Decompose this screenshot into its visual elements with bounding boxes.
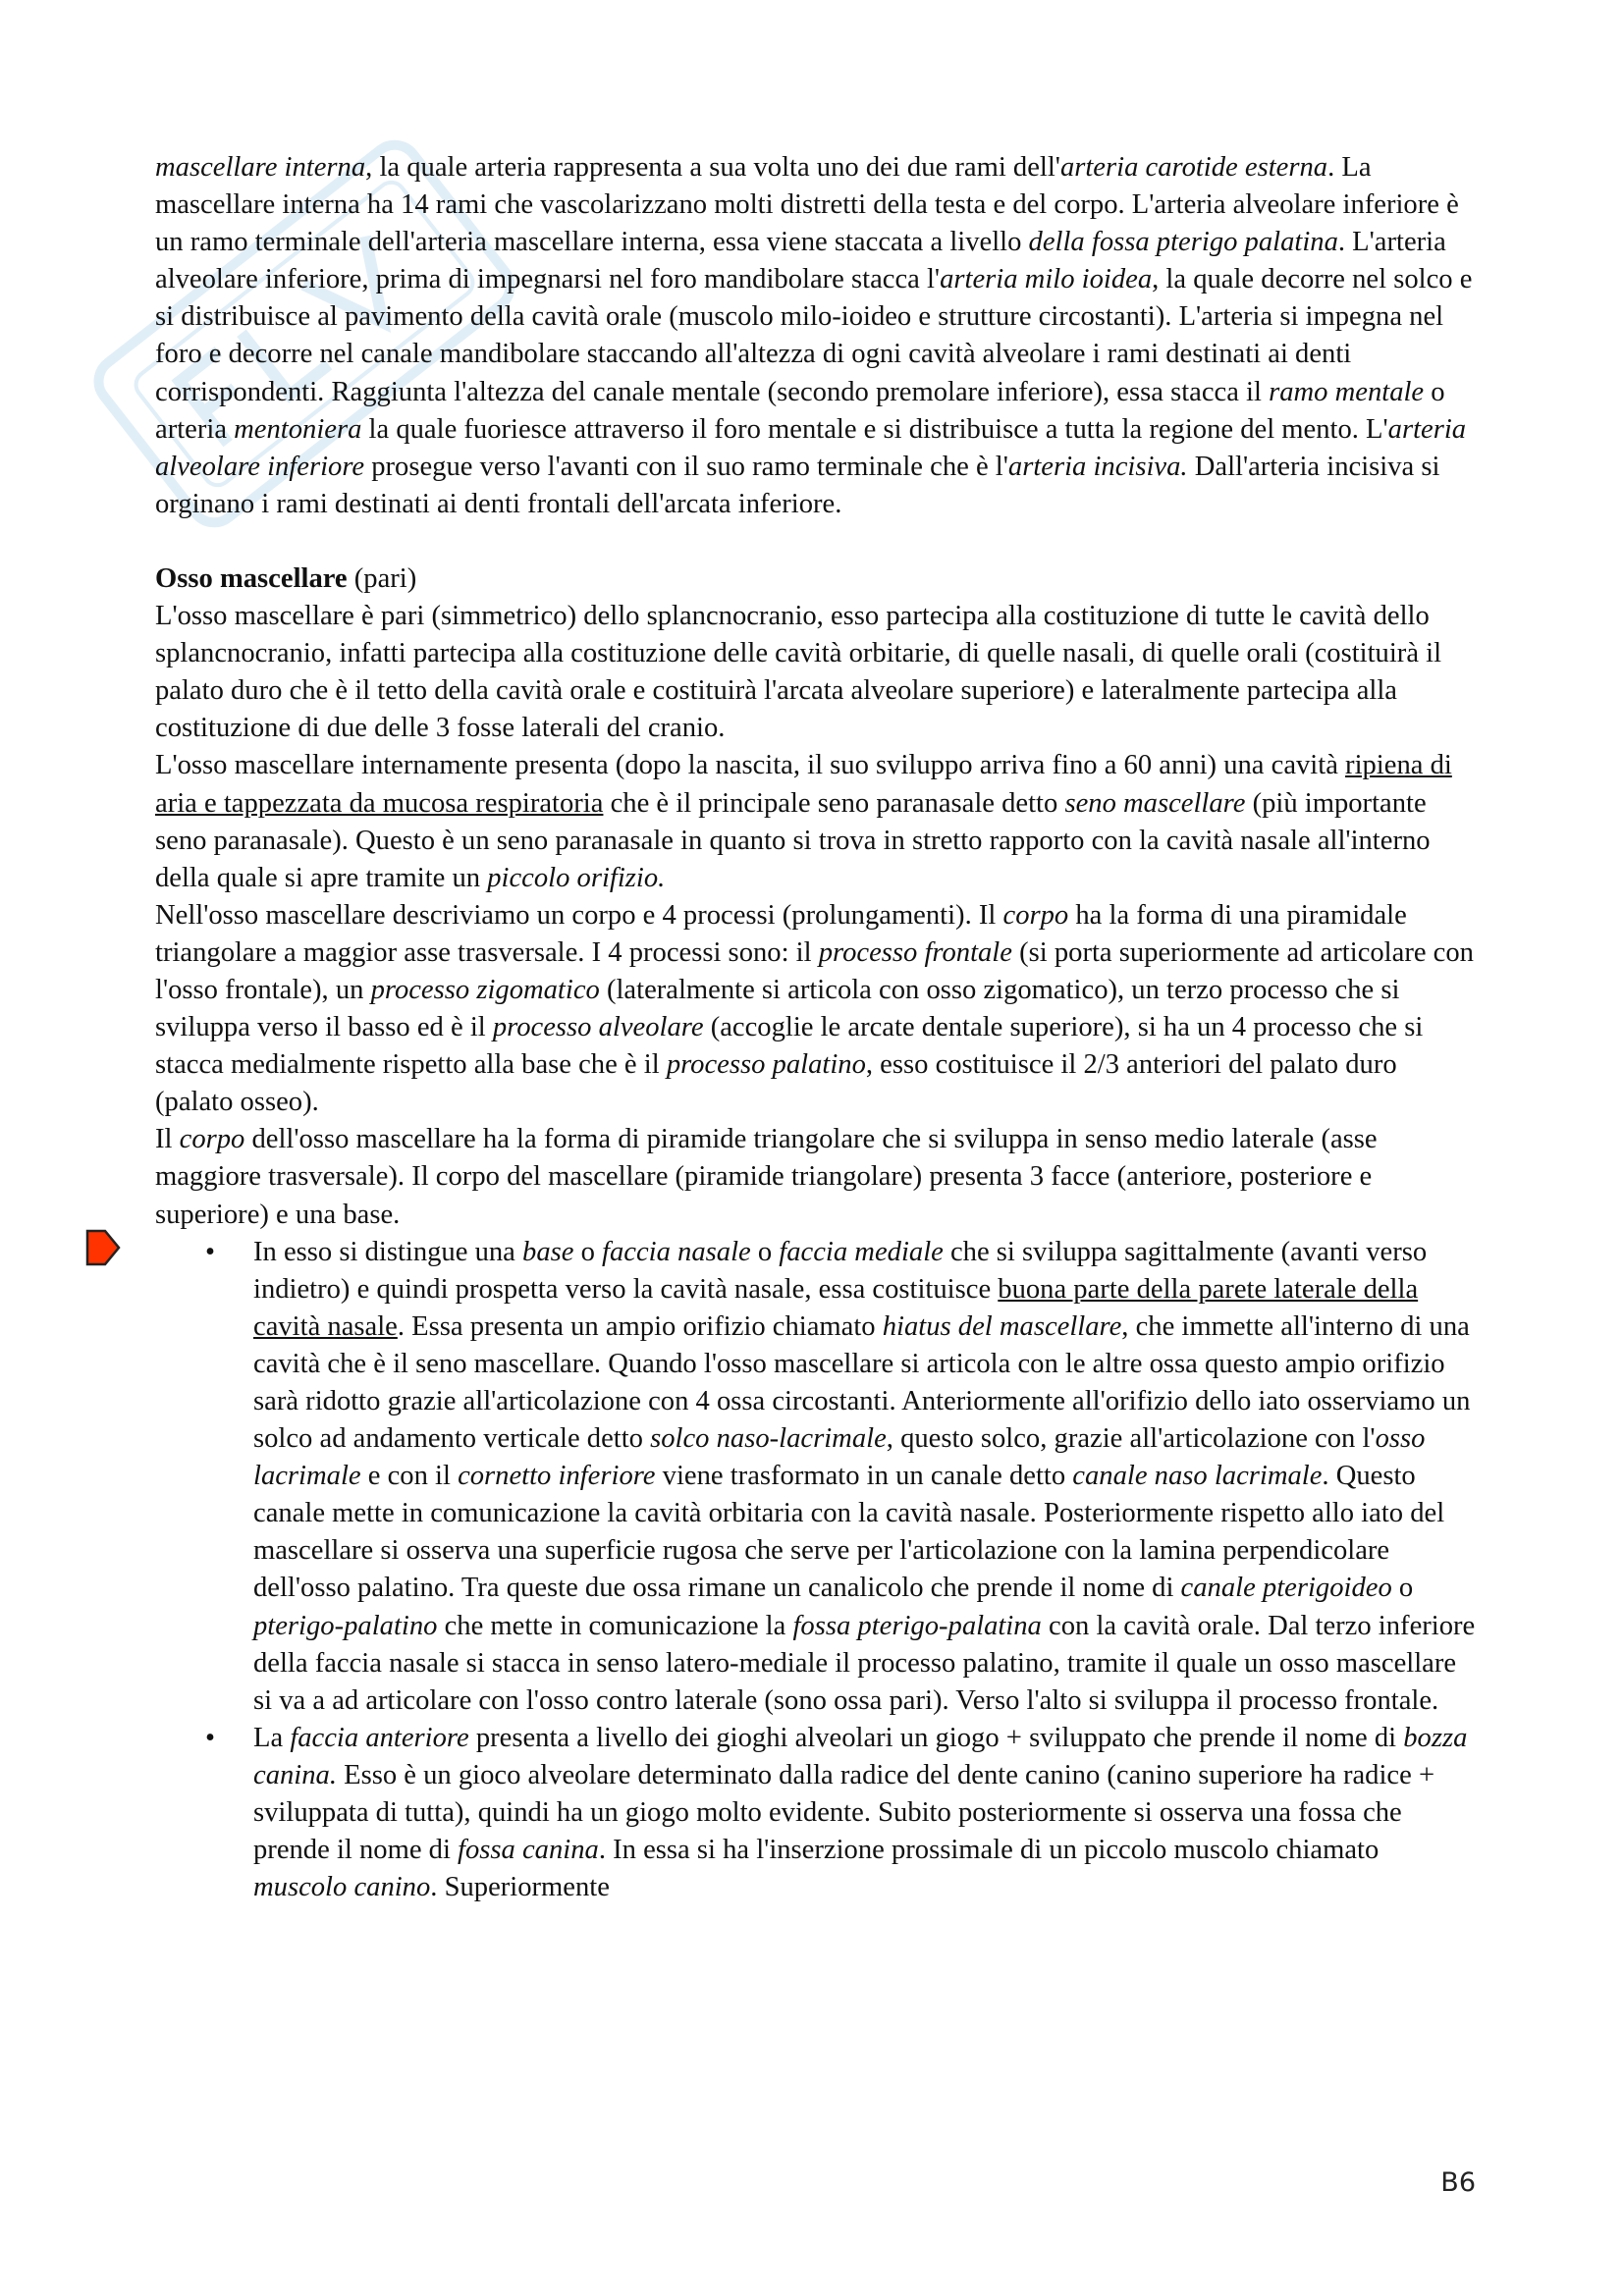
italic-term: muscolo canino <box>253 1872 431 1903</box>
text-run: Il <box>155 1124 180 1155</box>
italic-term: canale pterigoideo <box>1180 1573 1392 1604</box>
text-run: prosegue verso l'avanti con il suo ramo terminale che è l' <box>364 451 1008 482</box>
text-run: , esso costituisce il 2/3 anteriori del palato duro (palato osseo). <box>155 1049 1397 1118</box>
underlined-text: buona parte della parete laterale della cavità nasale <box>253 1273 1419 1342</box>
italic-term: solco naso-lacrimale <box>650 1423 887 1455</box>
text-run: (accoglie le arcate dentale superiore), si ha un 4 processo che si stacca medialmente rispetto alla base che è il <box>155 1012 1424 1081</box>
text-run: , che immette all'interno di una cavità che è il seno mascellare. Quando l'osso mascellare si articola con le altre ossa questo ampio orifizio sarà ridotto grazie all'articolazione con 4 ossa circostanti. Anteriormente all'orifizio dello iato osserviamo un solco ad andamento verticale detto <box>253 1310 1471 1455</box>
section-paragraphs <box>155 598 1476 1234</box>
section-heading-suffix: (pari) <box>347 562 417 594</box>
text-run: La <box>253 1722 291 1753</box>
bullet-list <box>155 1234 1476 1907</box>
italic-term: hiatus del mascellare <box>882 1310 1122 1342</box>
italic-term: arteria milo ioidea <box>940 264 1153 295</box>
text-run: , la quale decorre nel solco e si distribuisce al pavimento della cavità orale (muscolo milo-ioideo e strutture circostanti). L'arteria si impegna nel foro e decorre nel canale mandibolare staccando all'altezza di ogni cavità alveolare i rami destinati ai denti corrispondenti. Raggiunta l'altezza del canale mentale (secondo premolare inferiore), essa stacca il <box>155 264 1473 407</box>
text-run: e con il <box>360 1461 459 1492</box>
text-run: (si porta superiormente ad articolare con l'osso frontale), un <box>155 936 1474 1005</box>
text-run: L'osso mascellare internamente presenta (dopo la nascita, il suo sviluppo arriva fino a 60 anni) una cavità <box>155 750 1346 781</box>
text-run: presenta a livello dei gioghi alveolari un giogo + sviluppato che prende il nome di <box>468 1722 1404 1753</box>
paragraph-gap <box>155 523 1476 561</box>
text-run: viene trasformato in un canale detto <box>655 1461 1073 1492</box>
document-body <box>155 149 1476 1906</box>
italic-term: della fossa pterigo palatina <box>1028 227 1338 258</box>
orange-arrow-icon <box>83 1221 123 1274</box>
italic-term: seno mascellare <box>1064 787 1246 819</box>
page-number: B6 <box>1440 2167 1476 2198</box>
section-heading-bold: Osso mascellare <box>155 562 348 594</box>
italic-term: arteria incisiva. <box>1007 451 1188 482</box>
text-run: che si sviluppa sagittalmente (avanti verso indietro) e quindi prospetta verso la cavità nasale, essa costituisce <box>253 1236 1428 1305</box>
italic-term: arteria alveolare inferiore <box>155 413 1467 482</box>
italic-term: processo palatino <box>666 1049 866 1081</box>
text-run: . In essa si ha l'inserzione prossimale di un piccolo muscolo chiamato <box>598 1835 1380 1866</box>
italic-term: processo zigomatico <box>370 974 600 1005</box>
text-run: dell'osso mascellare ha la forma di piramide triangolare che si sviluppa in senso medio laterale (asse maggiore trasversale). Il corpo del mascellare (piramide triangolare) presenta 3 facce (anteriore, posteriore e superiore) e una base. <box>155 1124 1378 1230</box>
text-run: o arteria <box>155 376 1445 445</box>
italic-term: faccia nasale <box>602 1236 751 1267</box>
text-run: la quale fuoriesce attraverso il foro mentale e si distribuisce a tutta la regione del mento. L' <box>361 413 1388 445</box>
italic-term: mentoniera <box>234 413 362 445</box>
text-run: Esso è un gioco alveolare determinato dalla radice del dente canino (canino superiore ha radice + sviluppata di tutta), quindi ha un giogo molto evidente. Subito posteriormente si osserva una fossa che prende il nome di <box>253 1759 1435 1866</box>
text-run: o <box>750 1236 780 1267</box>
section-paragraph <box>155 897 1476 1122</box>
text-run: che mette in comunicazione la <box>437 1610 793 1641</box>
bullet-item <box>155 1234 1476 1720</box>
bullet-dot-icon: • <box>205 1722 216 1753</box>
italic-term: canale naso lacrimale <box>1072 1461 1323 1492</box>
italic-term: mascellare interna <box>155 152 366 183</box>
text-run: Dall'arteria incisiva si orginano i rami destinati ai denti frontali dell'arcata inferiore. <box>155 451 1440 519</box>
italic-term: pterigo-palatino <box>253 1610 438 1641</box>
text-run: (più importante seno paranasale). Questo è un seno paranasale in quanto si trova in stretto rapporto con la cavità nasale all'interno della quale si apre tramite un <box>155 787 1431 893</box>
text-run: . Superiormente <box>430 1872 610 1903</box>
text-run: In esso si distingue una <box>253 1236 523 1267</box>
italic-term: piccolo orifizio. <box>487 862 666 893</box>
bullet-item <box>155 1720 1476 1906</box>
italic-term: ramo mentale <box>1269 376 1425 407</box>
text-run: , questo solco, grazie all'articolazione con l' <box>886 1423 1376 1455</box>
intro-paragraph <box>155 149 1476 523</box>
italic-term: corpo <box>1002 899 1069 931</box>
italic-term: arteria carotide esterna <box>1059 152 1328 183</box>
italic-term: processo frontale <box>818 936 1012 968</box>
italic-term: cornetto inferiore <box>458 1461 656 1492</box>
italic-term: fossa pterigo-palatina <box>792 1610 1042 1641</box>
italic-term: osso lacrimale <box>253 1423 1426 1492</box>
italic-term: processo alveolare <box>492 1012 704 1043</box>
text-run: Nell'osso mascellare descriviamo un corpo e 4 processi (prolungamenti). Il <box>155 899 1003 931</box>
underlined-text: ripiena di aria e tappezzata da mucosa respiratoria <box>155 750 1452 819</box>
text-run: . Questo canale mette in comunicazione la cavità orbitaria con la cavità nasale. Posteriormente rispetto allo iato del mascellare si osserva una superficie rugosa che serve per l'articolazione con la lamina perpendicolare dell'osso palatino. Tra queste due ossa rimane un canalicolo che prende il nome di <box>253 1461 1445 1604</box>
italic-term: corpo <box>179 1124 245 1155</box>
italic-term: fossa canina <box>458 1835 599 1866</box>
text-run: o <box>1391 1573 1414 1604</box>
bullet-dot-icon: • <box>205 1236 216 1267</box>
italic-term: faccia mediale <box>779 1236 944 1267</box>
text-run: ha la forma di una piramidale triangolare a maggior asse trasversale. I 4 processi sono: il <box>155 899 1407 968</box>
text-run: o <box>573 1236 603 1267</box>
text-run: che è il principale seno paranasale detto <box>603 787 1065 819</box>
text-run: con la cavità orale. Dal terzo inferiore della faccia nasale si stacca in senso latero-mediale il processo palatino, tramite il quale un osso mascellare si va a ad articolare con l'osso contro laterale (sono ossa pari). Verso l'alto si sviluppa il processo frontale. <box>253 1610 1476 1716</box>
italic-term: bozza canina. <box>253 1722 1468 1790</box>
text-run: . Essa presenta un ampio orifizio chiamato <box>397 1310 883 1342</box>
text-run: L'osso mascellare è pari (simmetrico) dello splancnocranio, esso partecipa alla costituzione di tutte le cavità dello splancnocranio, infatti partecipa alla costituzione delle cavità orbitarie, di quelle nasali, di quelle orali (costituirà il palato duro che è il tetto della cavità orale e costituirà l'arcata alveolare superiore) e lateralmente partecipa alla costituzione di due delle 3 fosse laterali del cranio. <box>155 601 1442 744</box>
text-run: (lateralmente si articola con osso zigomatico), un terzo processo che si sviluppa verso il basso ed è il <box>155 974 1400 1043</box>
italic-term: faccia anteriore <box>290 1722 469 1753</box>
section-paragraph <box>155 598 1476 747</box>
text-run: , la quale arteria rappresenta a sua volta uno dei due rami dell' <box>365 152 1060 183</box>
section-paragraph <box>155 1121 1476 1233</box>
section-heading <box>155 561 1476 598</box>
section-paragraph <box>155 747 1476 896</box>
text-run: . La mascellare interna ha 14 rami che vascolarizzano molti distretti della testa e del corpo. L'arteria alveolare inferiore è un ramo terminale dell'arteria mascellare interna, essa viene staccata a livello <box>155 152 1459 258</box>
text-run: . L'arteria alveolare inferiore, prima di impegnarsi nel foro mandibolare stacca l' <box>155 227 1446 295</box>
italic-term: base <box>522 1236 574 1267</box>
